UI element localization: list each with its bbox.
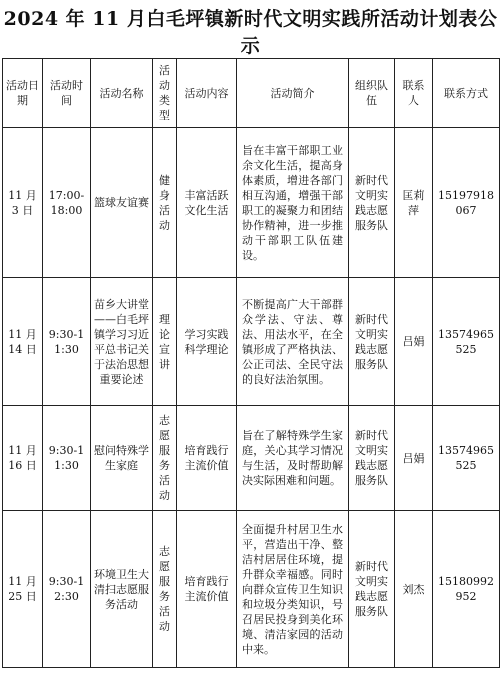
cell-intro: 全面提升村居卫生水平，营造出干净、整洁村居居住环境，提升群众幸福感。同时向群众宣传卫生知识和垃圾分类知识，号召居民投身到美化环境、清洁家园的活动中来。 — [237, 511, 349, 668]
cell-time: 9:30-12:30 — [43, 511, 91, 668]
cell-phone: 13574965525 — [433, 406, 500, 511]
header-team: 组织队伍 — [349, 59, 395, 128]
cell-type: 志愿服务活动 — [153, 406, 177, 511]
table-row — [3, 406, 500, 511]
cell-contact: 吕娟 — [395, 278, 433, 406]
cell-type: 理论宣讲 — [153, 278, 177, 406]
cell-phone: 15180992952 — [433, 511, 500, 668]
header-time: 活动时间 — [43, 59, 91, 128]
cell-contact: 刘杰 — [395, 511, 433, 668]
page-title: 2024 年 11 月白毛坪镇新时代文明实践所活动计划表公示 — [3, 8, 498, 57]
table-header-row — [3, 59, 500, 128]
cell-team: 新时代文明实践志愿服务队 — [349, 278, 395, 406]
header-date: 活动日期 — [3, 59, 43, 128]
cell-time: 17:00-18:00 — [43, 128, 91, 278]
cell-time: 9:30-11:30 — [43, 278, 91, 406]
cell-date: 11 月 25 日 — [3, 511, 43, 668]
cell-phone: 13574965525 — [433, 278, 500, 406]
cell-intro: 不断提高广大干部群众学法、守法、尊法、用法水平，在全镇形成了严格执法、公正司法、全民守法的良好法治氛围。 — [237, 278, 349, 406]
header-name: 活动名称 — [91, 59, 153, 128]
cell-content: 培育践行主流价值 — [177, 406, 237, 511]
header-intro: 活动简介 — [237, 59, 349, 128]
table-row — [3, 511, 500, 668]
cell-date: 11 月 14 日 — [3, 278, 43, 406]
cell-team: 新时代文明实践志愿服务队 — [349, 406, 395, 511]
cell-name: 环境卫生大清扫志愿服务活动 — [91, 511, 153, 668]
activity-plan-table — [2, 58, 500, 668]
cell-intro: 旨在丰富干部职工业余文化生活，提高身体素质，增进各部门相互沟通，增强干部职工的凝聚力和团结协作精神，进一步推动干部职工队伍建设。 — [237, 128, 349, 278]
cell-name: 苗乡大讲堂——白毛坪镇学习习近平总书记关于法治思想重要论述 — [91, 278, 153, 406]
header-contact: 联系人 — [395, 59, 433, 128]
cell-date: 11 月 3 日 — [3, 128, 43, 278]
header-type: 活动类型 — [153, 59, 177, 128]
table-row — [3, 278, 500, 406]
cell-intro: 旨在了解特殊学生家庭，关心其学习情况与生活，及时帮助解决实际困难和问题。 — [237, 406, 349, 511]
cell-date: 11 月 16 日 — [3, 406, 43, 511]
cell-name: 慰问特殊学生家庭 — [91, 406, 153, 511]
cell-content: 学习实践科学理论 — [177, 278, 237, 406]
cell-time: 9:30-11:30 — [43, 406, 91, 511]
cell-content: 丰富活跃文化生活 — [177, 128, 237, 278]
cell-phone: 15197918067 — [433, 128, 500, 278]
cell-contact: 吕娟 — [395, 406, 433, 511]
table-row — [3, 128, 500, 278]
cell-type: 志愿服务活动 — [153, 511, 177, 668]
cell-content: 培育践行主流价值 — [177, 511, 237, 668]
header-phone: 联系方式 — [433, 59, 500, 128]
header-content: 活动内容 — [177, 59, 237, 128]
cell-team: 新时代文明实践志愿服务队 — [349, 511, 395, 668]
cell-name: 篮球友谊赛 — [91, 128, 153, 278]
cell-contact: 匡莉萍 — [395, 128, 433, 278]
cell-team: 新时代文明实践志愿服务队 — [349, 128, 395, 278]
cell-type: 健身活动 — [153, 128, 177, 278]
